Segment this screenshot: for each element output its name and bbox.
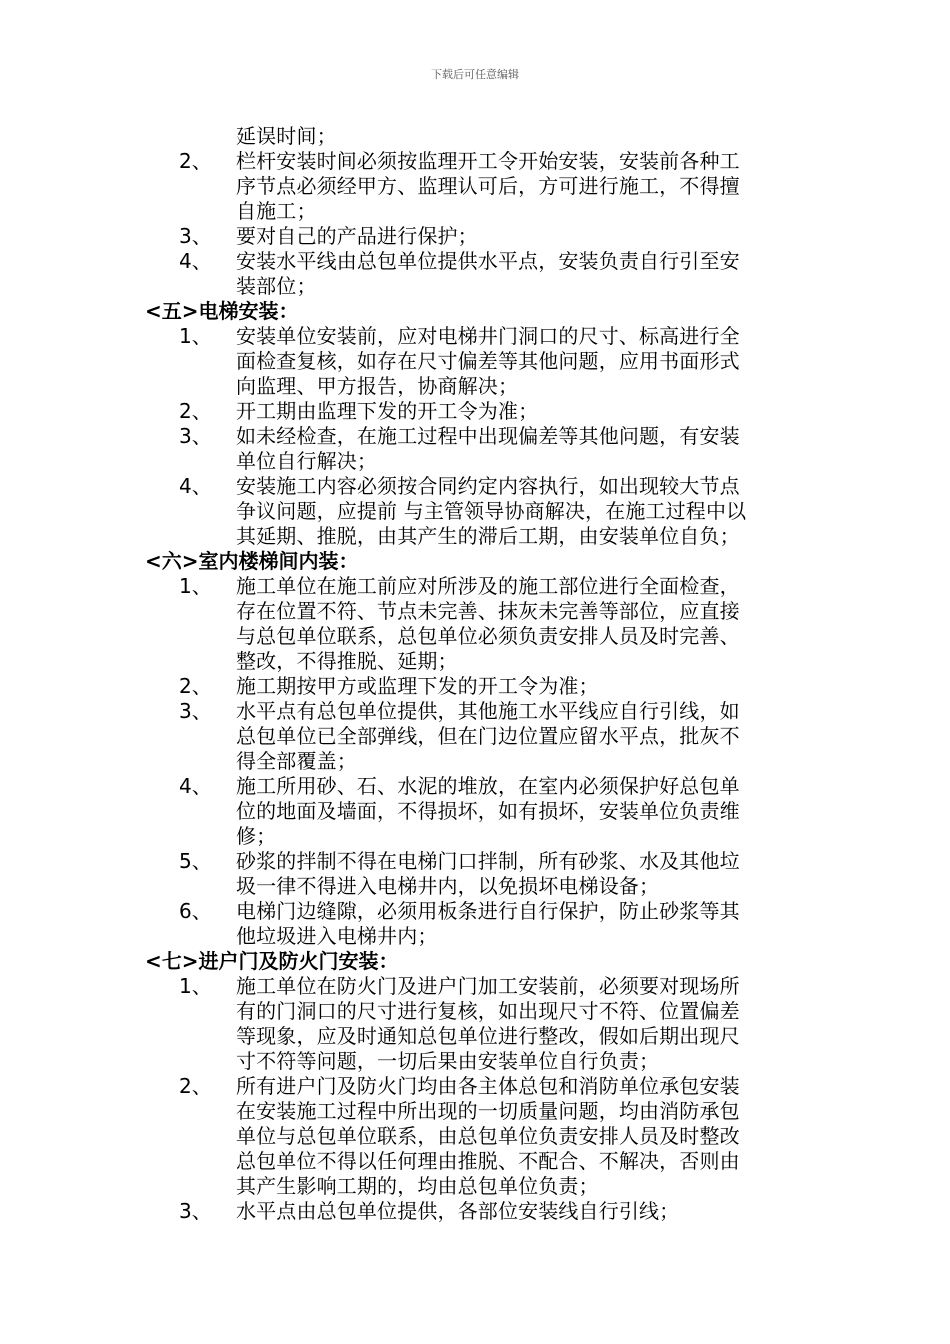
list-item-number: 2、 [179, 399, 212, 423]
list-item-text: 得全部覆盖； [236, 749, 357, 773]
list-item-text: 开工期由监理下发的开工令为准； [236, 399, 539, 423]
list-item-text: 安装单位安装前，应对电梯井门洞口的尺寸、标高进行全 [236, 324, 740, 348]
list-item-continuation [0, 824, 950, 849]
list-item [0, 474, 950, 499]
list-item-text: 等现象，应及时通知总包单位进行整改，假如后期出现尺 [236, 1024, 740, 1048]
list-item-number: 6、 [179, 899, 212, 923]
list-item-text: 水平点有总包单位提供，其他施工水平线应自行引线，如 [236, 699, 740, 723]
list-item-text: 单位与总包单位联系，由总包单位负责安排人员及时整改 [236, 1124, 740, 1148]
list-item-text: 施工所用砂、石、水泥的堆放，在室内必须保护好总包单 [236, 774, 740, 798]
list-item-number: 5、 [179, 849, 212, 873]
list-item-continuation [0, 1174, 950, 1199]
section-heading-text: <五>电梯安装： [145, 299, 299, 323]
list-item [0, 774, 950, 799]
list-item-continuation [0, 724, 950, 749]
list-item [0, 399, 950, 424]
list-item-text: 序节点必须经甲方、监理认可后，方可进行施工，不得擅 [236, 174, 740, 198]
list-item [0, 974, 950, 999]
list-item-continuation [0, 599, 950, 624]
section-heading [0, 949, 950, 974]
section-heading [0, 549, 950, 574]
list-item-number: 3、 [179, 224, 212, 248]
list-item-number: 1、 [179, 324, 212, 348]
list-item [0, 849, 950, 874]
list-item-text: 自施工； [236, 199, 317, 223]
list-item-text: 向监理、甲方报告，协商解决； [236, 374, 519, 398]
list-item-number: 4、 [179, 774, 212, 798]
list-item-text: 其延期、推脱，由其产生的滞后工期，由安装单位自负； [236, 524, 740, 548]
list-item-continuation [0, 449, 950, 474]
list-item-number: 3、 [179, 424, 212, 448]
list-item-text: 电梯门边缝隙，必须用板条进行自行保护，防止砂浆等其 [236, 899, 740, 923]
list-item-text: 面检查复核，如存在尺寸偏差等其他问题，应用书面形式 [236, 349, 740, 373]
list-item [0, 1199, 950, 1224]
list-item-text: 有的门洞口的尺寸进行复核，如出现尺寸不符、位置偏差 [236, 999, 740, 1023]
list-item-number: 4、 [179, 474, 212, 498]
list-item-text: 延误时间； [236, 124, 337, 148]
list-item-continuation [0, 374, 950, 399]
list-item-continuation [0, 749, 950, 774]
list-item-text: 安装水平线由总包单位提供水平点，安装负责自行引至安 [236, 249, 740, 273]
list-item [0, 249, 950, 274]
list-item-continuation [0, 1124, 950, 1149]
list-item-continuation [0, 1099, 950, 1124]
list-item-text: 存在位置不符、节点未完善、抹灰未完善等部位，应直接 [236, 599, 740, 623]
list-item-continuation [0, 174, 950, 199]
list-item [0, 899, 950, 924]
section-heading-text: <七>进户门及防火门安装： [145, 949, 399, 973]
list-item-continuation [0, 999, 950, 1024]
list-item-continuation [0, 524, 950, 549]
list-item-continuation [0, 924, 950, 949]
list-item-continuation [0, 1049, 950, 1074]
document-body [0, 124, 950, 1224]
list-item-text: 如未经检查，在施工过程中出现偏差等其他问题，有安装 [236, 424, 740, 448]
list-item-text: 所有进户门及防火门均由各主体总包和消防单位承包安装 [236, 1074, 740, 1098]
list-item-text: 整改，不得推脱、延期； [236, 649, 458, 673]
list-item-text: 圾一律不得进入电梯井内，以免损坏电梯设备； [236, 874, 660, 898]
list-item-number: 2、 [179, 149, 212, 173]
list-item-number: 3、 [179, 1199, 212, 1223]
section-heading-text: <六>室内楼梯间内装： [145, 549, 359, 573]
list-item-continuation [0, 274, 950, 299]
list-item-continuation [0, 349, 950, 374]
list-item [0, 1074, 950, 1099]
list-item-text: 施工单位在施工前应对所涉及的施工部位进行全面检查， [236, 574, 740, 598]
list-item-continuation [0, 1024, 950, 1049]
list-item-text: 总包单位不得以任何理由推脱、不配合、不解决，否则由 [236, 1149, 740, 1173]
list-item-continuation [0, 799, 950, 824]
list-item-text: 水平点由总包单位提供，各部位安装线自行引线； [236, 1199, 680, 1223]
list-item-text: 总包单位已全部弹线，但在门边位置应留水平点，批灰不 [236, 724, 740, 748]
list-item-continuation [0, 499, 950, 524]
list-item-continuation [0, 124, 950, 149]
list-item [0, 324, 950, 349]
list-item-text: 施工单位在防火门及进户门加工安装前，必须要对现场所 [236, 974, 740, 998]
list-item [0, 424, 950, 449]
section-heading [0, 299, 950, 324]
list-item-text: 装部位； [236, 274, 317, 298]
list-item-text: 其产生影响工期的，均由总包单位负责； [236, 1174, 599, 1198]
list-item-continuation [0, 649, 950, 674]
list-item-text: 施工期按甲方或监理下发的开工令为准； [236, 674, 599, 698]
list-item-text: 他垃圾进入电梯井内； [236, 924, 438, 948]
list-item-text: 与总包单位联系，总包单位必须负责安排人员及时完善、 [236, 624, 740, 648]
list-item-text: 安装施工内容必须按合同约定内容执行，如出现较大节点 [236, 474, 740, 498]
list-item-continuation [0, 624, 950, 649]
list-item-continuation [0, 874, 950, 899]
list-item-text: 砂浆的拌制不得在电梯门口拌制，所有砂浆、水及其他垃 [236, 849, 740, 873]
list-item-text: 修； [236, 824, 277, 848]
list-item-text: 栏杆安装时间必须按监理开工令开始安装，安装前各种工 [236, 149, 740, 173]
list-item-number: 2、 [179, 1074, 212, 1098]
list-item-number: 2、 [179, 674, 212, 698]
list-item [0, 224, 950, 249]
list-item [0, 674, 950, 699]
list-item-text: 争议问题，应提前 与主管领导协商解决，在施工过程中以 [236, 499, 747, 523]
list-item-continuation [0, 1149, 950, 1174]
list-item-text: 单位自行解决； [236, 449, 378, 473]
list-item-continuation [0, 199, 950, 224]
list-item-text: 寸不符等问题，一切后果由安装单位自行负责； [236, 1049, 660, 1073]
list-item-number: 1、 [179, 974, 212, 998]
page-header-note: 下载后可任意编辑 [431, 68, 519, 81]
list-item-text: 要对自己的产品进行保护； [236, 224, 478, 248]
list-item [0, 699, 950, 724]
list-item-text: 在安装施工过程中所出现的一切质量问题，均由消防承包 [236, 1099, 740, 1123]
list-item [0, 149, 950, 174]
list-item-text: 位的地面及墙面，不得损坏，如有损坏，安装单位负责维 [236, 799, 740, 823]
list-item-number: 3、 [179, 699, 212, 723]
list-item [0, 574, 950, 599]
list-item-number: 4、 [179, 249, 212, 273]
list-item-number: 1、 [179, 574, 212, 598]
